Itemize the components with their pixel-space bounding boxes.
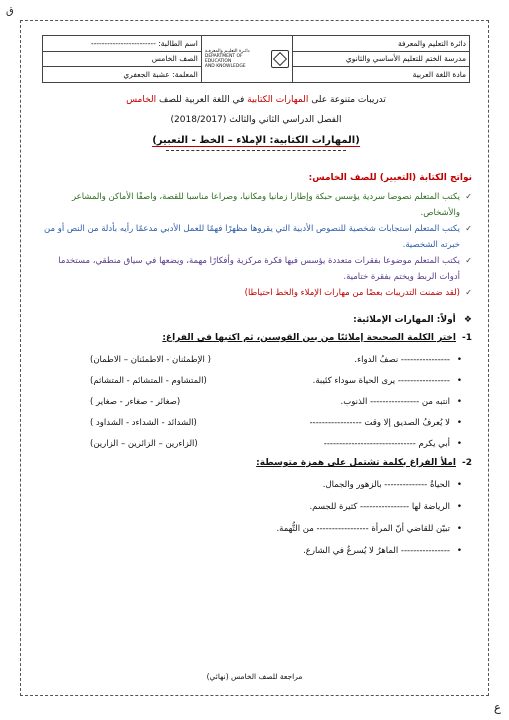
list-item: • ---------------- الماهرُ لا يُسرعُ في الشارع. [40, 540, 450, 562]
diamond-bullet-icon: ❖ [463, 315, 472, 325]
outcome-item: ✓ يكتب المتعلم موضوعا بفقرات متعددة يؤسس فيها فكرة مركزية وأفكارًا مهمة، ويضعها في سياق منطقي، مستخدما أدوات الربط ويختم بفقرة ختامية. [40, 253, 472, 285]
sentence: • ---------------- نصفُ الدواء. [354, 354, 450, 365]
skills-subtitle: (المهارات الكتابية: الإملاء – الخط - التعبير) [152, 135, 360, 146]
list-item: • الرياضة لها ---------------- كثيرة للجسم. [40, 496, 450, 518]
list-item [40, 412, 450, 433]
header-department: دائرة التعليم والمعرفة [292, 36, 469, 52]
outcomes-title: نواتج الكتابة (التعبير) للصف الخامس: [308, 173, 472, 183]
question-2-list [40, 474, 472, 562]
list-item: • تبيّن للقاضي أنّ المرأة ----------------- من التُّهمة. [40, 518, 450, 540]
page-footer: مراجعة للصف الخامس (نهائي) [206, 672, 303, 681]
page-number-mark: ع [493, 700, 501, 714]
sentence: • لا يُعرفُ الصديق إلا وقت ----------------- [309, 417, 450, 428]
choices: (صغائر - صغاءر - صغاير ) [90, 396, 181, 407]
page-corner-mark: ق [6, 6, 14, 17]
logo-cell [201, 36, 292, 83]
student-name-field: اسم الطالبة: ------------------------ [43, 36, 202, 52]
list-item [40, 391, 450, 412]
list-item [40, 370, 450, 391]
section-title: ❖ أولاً: المهارات الإملائية: [353, 315, 472, 325]
outcome-item: ✓ (لقد ضمنت التدريبات بعضًا من مهارات الإملاء والخط احتياطا) [40, 285, 472, 301]
choices: (المتشاوم - المتشائم - المتشاثم) [90, 375, 207, 386]
header-school: مدرسة الختم للتعليم الأساسي والثانوي [292, 51, 469, 67]
header-teacher: المعلمة: عشبة الجعفري [43, 67, 202, 83]
sentence: • انتبه من ---------------- الذنوب. [340, 396, 450, 407]
question-1-list [40, 349, 472, 454]
list-item [40, 349, 450, 370]
choices: (الشدائد - الشداءد - الشداود ) [90, 417, 197, 428]
page-title: تدريبات متنوعة على المهارات الكتابية في اللغة العربية للصف الخامس [126, 95, 386, 105]
logo [205, 49, 289, 69]
header-table [42, 35, 470, 83]
question-1-title: 1-اختر الكلمة الصحيحة إملائيًا من بين القوسين، ثم اكتبها في الفراغ: [162, 333, 472, 343]
header-grade: الصف الخامس [43, 51, 202, 67]
logo-emblem-icon [271, 50, 288, 68]
term-subtitle: الفصل الدراسي الثاني والثالث (2018/2017) [170, 115, 342, 125]
outcome-item: ✓ يكتب المتعلم نصوصا سردية يؤسس حبكة وإطارا زمانيا ومكانيا، وصراعا مناسبا للقصة، واصفًا الأماكن والمشاعر والأشخاص. [40, 189, 472, 221]
list-item [40, 433, 450, 454]
choices: ( الإطمئنان - الاطمئنان – الاطمان) [90, 354, 211, 365]
main-content [40, 95, 472, 562]
logo-text: دائـرة التعليـم والمعرفـة DEPARTMENT OF EDUCATION AND KNOWLEDGE [204, 49, 250, 69]
dashed-divider [166, 150, 346, 151]
header-subject: مادة اللغة العربية [292, 67, 469, 83]
sentence: • ----------------- يرى الحياة سوداء كئيبة. [312, 375, 450, 386]
question-2-title: 2-املأ الفراغ بكلمة تشتمل على همزة متوسطة: [256, 458, 472, 468]
list-item: • الحياةُ -------------- بالزهور والجمال. [40, 474, 450, 496]
outcomes-list [40, 189, 472, 301]
sentence: • أبي يكرم ------------------------------ [323, 438, 450, 449]
choices: (الزاءرين – الزائرين – الزارين) [90, 438, 198, 449]
outcome-item: ✓ يكتب المتعلم استجابات شخصية للنصوص الأدبية التي يقروها مظهرًا فهمًا للعمل الأدبي مدعمًا رأيه بأدلة من النص أو من خبرته الشخصية. [40, 221, 472, 253]
